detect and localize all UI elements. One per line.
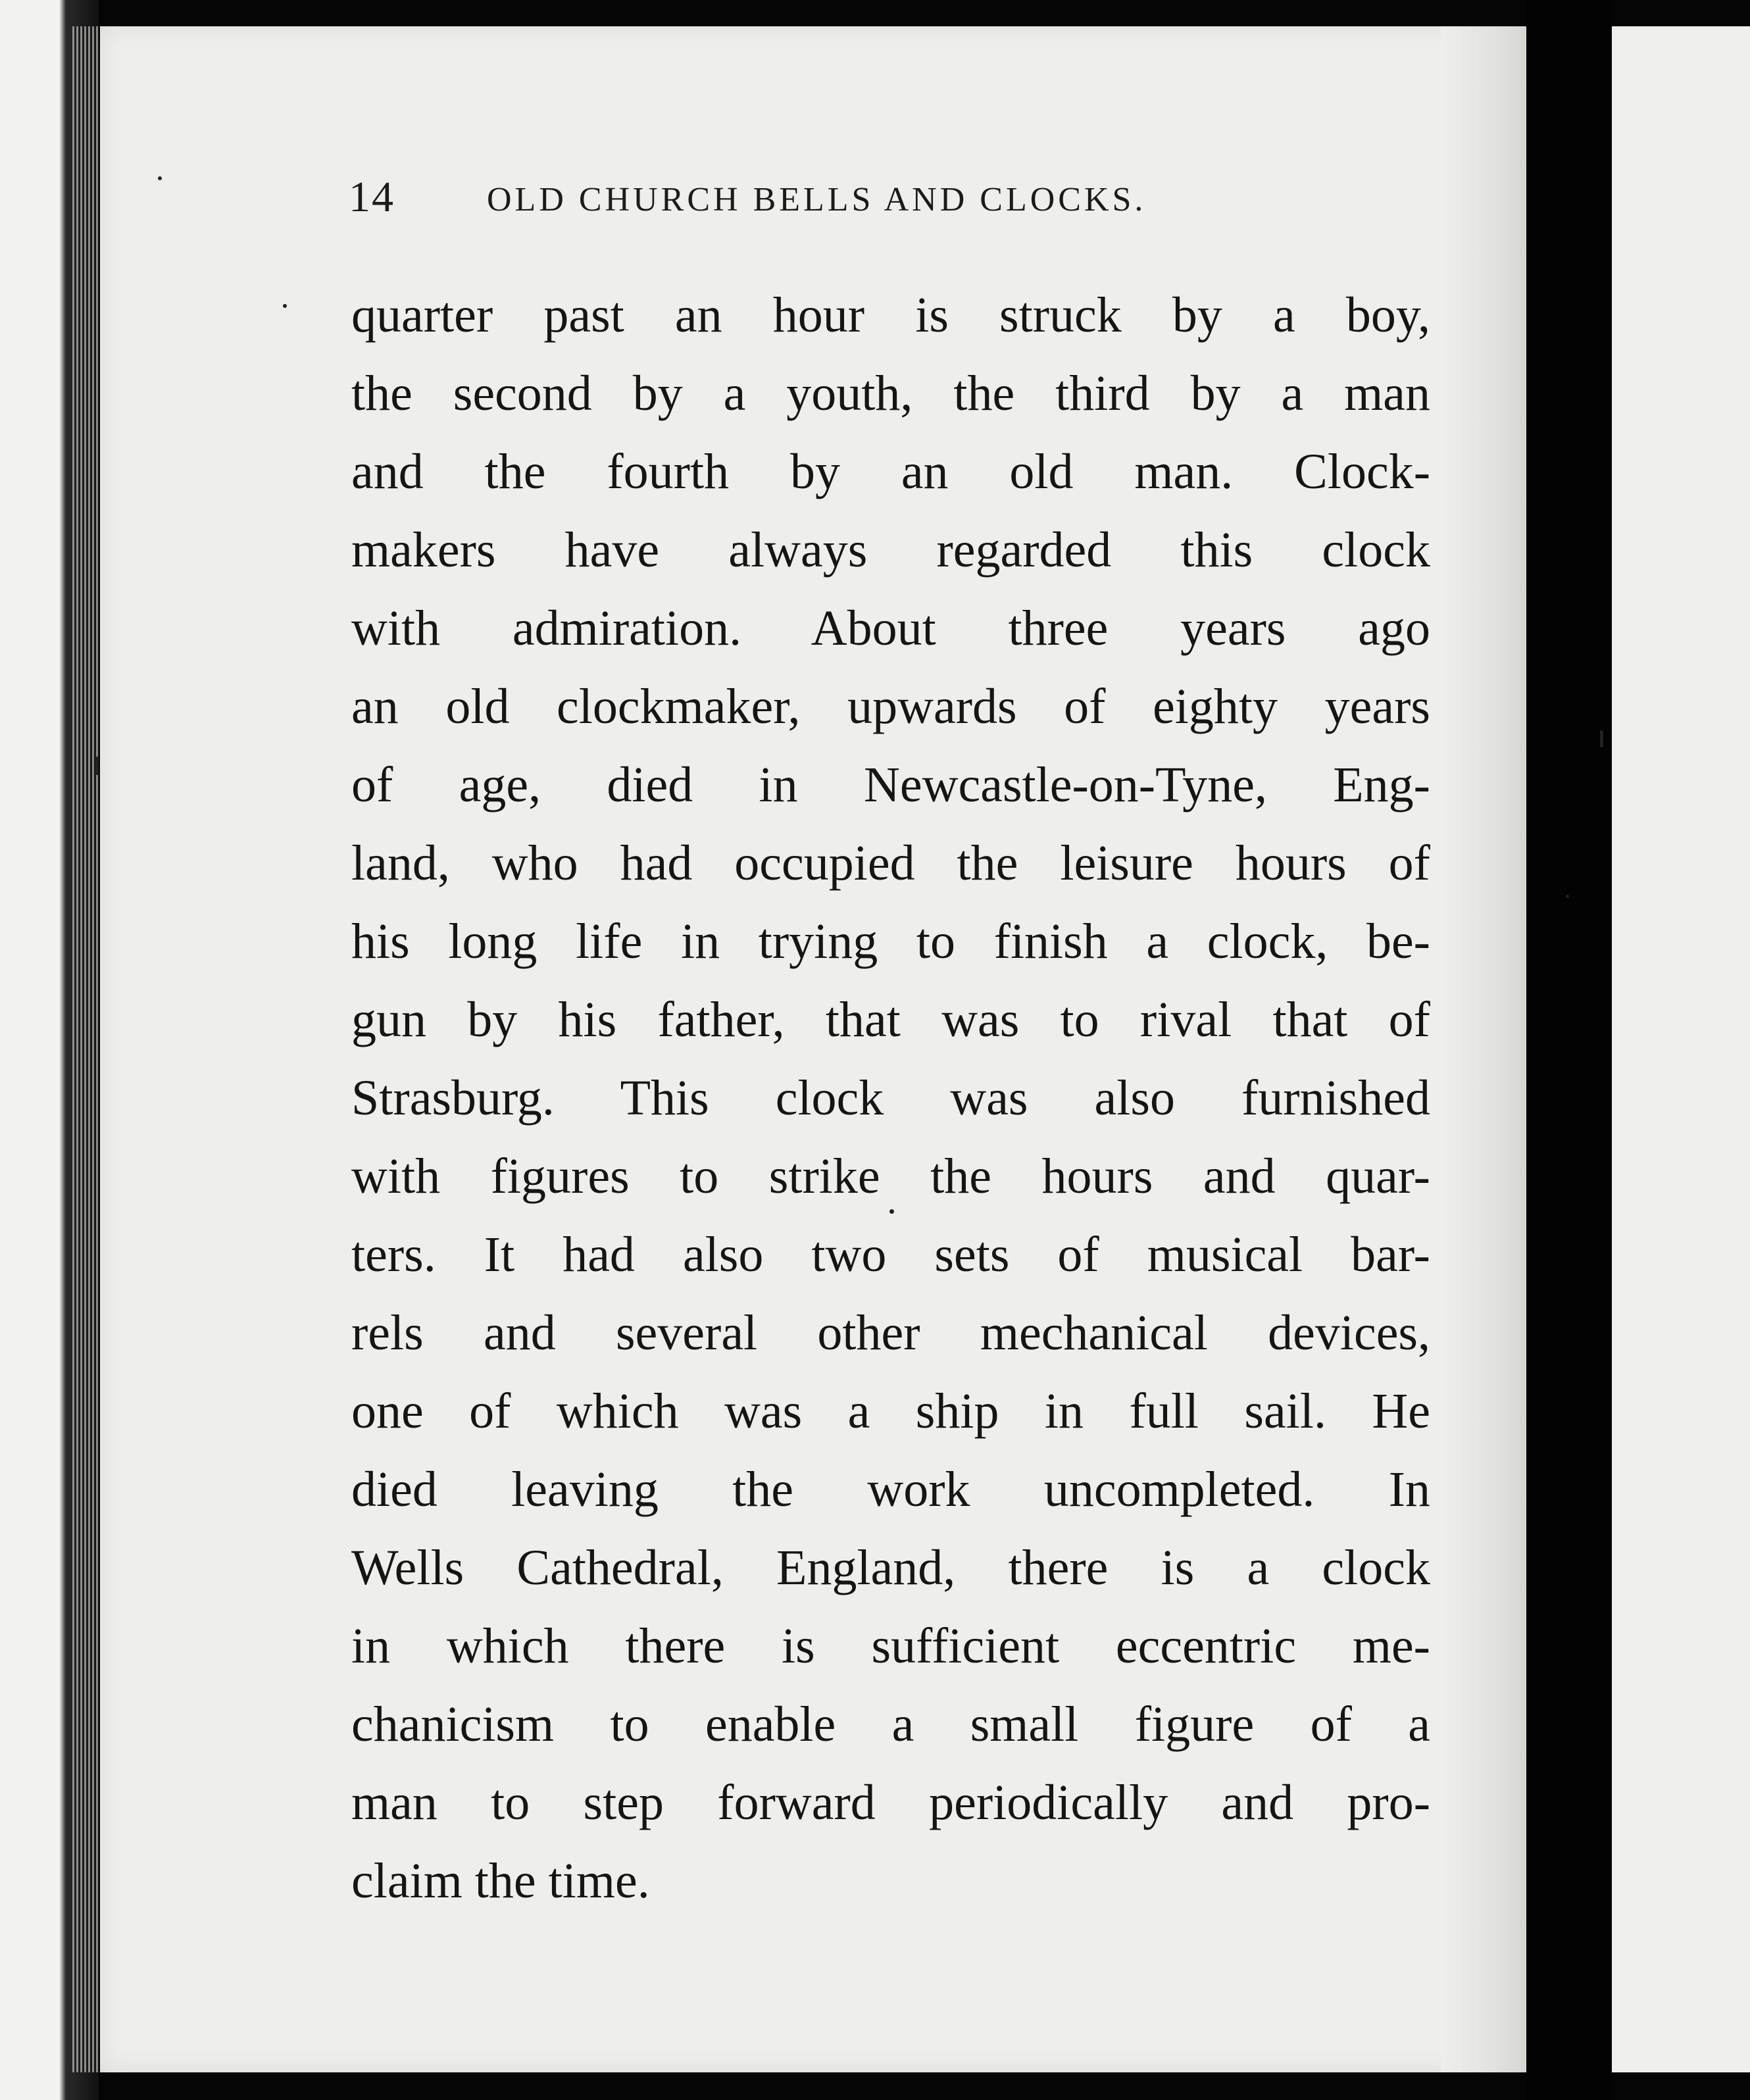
text-line: an old clockmaker, upwards of eighty years bbox=[351, 679, 1430, 734]
body-text bbox=[351, 276, 1430, 1920]
text-line: died leaving the work uncompleted. In bbox=[351, 1462, 1430, 1517]
text-line: makers have always regarded this clock bbox=[351, 522, 1430, 578]
text-line: claim the time. bbox=[351, 1853, 650, 1909]
text-line: rels and several other mechanical devices, bbox=[351, 1305, 1430, 1361]
scan-speck bbox=[283, 304, 287, 308]
text-line: Wells Cathedral, England, there is a clock bbox=[351, 1540, 1430, 1595]
text-line: one of which was a ship in full sail. He bbox=[351, 1384, 1430, 1439]
scan-speck bbox=[158, 176, 162, 180]
page-edges bbox=[72, 26, 99, 2072]
text-line: land, who had occupied the leisure hours of bbox=[351, 836, 1430, 891]
running-title: OLD CHURCH BELLS AND CLOCKS. bbox=[487, 181, 1147, 218]
page-gutter bbox=[1441, 26, 1526, 2072]
text-line: the second by a youth, the third by a man bbox=[351, 366, 1430, 421]
text-line: ters. It had also two sets of musical bar- bbox=[351, 1227, 1430, 1282]
text-line: with figures to strike the hours and quar- bbox=[351, 1149, 1430, 1204]
facing-page-edge bbox=[1612, 26, 1750, 2072]
text-line: of age, died in Newcastle-on-Tyne, Eng- bbox=[351, 757, 1430, 813]
text-line: his long life in trying to finish a clock, be- bbox=[351, 914, 1430, 969]
text-line: chanicism to enable a small figure of a bbox=[351, 1697, 1430, 1752]
scan-speck bbox=[1566, 895, 1569, 898]
scan-speck bbox=[1600, 730, 1603, 747]
text-line: in which there is sufficient eccentric me- bbox=[351, 1618, 1430, 1674]
text-line: Strasburg. This clock was also furnished bbox=[351, 1070, 1430, 1126]
scan-speck bbox=[889, 1209, 894, 1214]
running-header bbox=[349, 172, 1349, 238]
scan-speck bbox=[95, 757, 99, 775]
scan-divider bbox=[1526, 0, 1612, 2100]
text-line: gun by his father, that was to rival that of bbox=[351, 992, 1430, 1047]
text-line: and the fourth by an old man. Clock- bbox=[351, 444, 1430, 499]
text-line: with admiration. About three years ago bbox=[351, 601, 1430, 656]
text-line: quarter past an hour is struck by a boy, bbox=[351, 288, 1430, 343]
page-number: 14 bbox=[349, 173, 395, 221]
text-line: man to step forward periodically and pro- bbox=[351, 1775, 1430, 1830]
